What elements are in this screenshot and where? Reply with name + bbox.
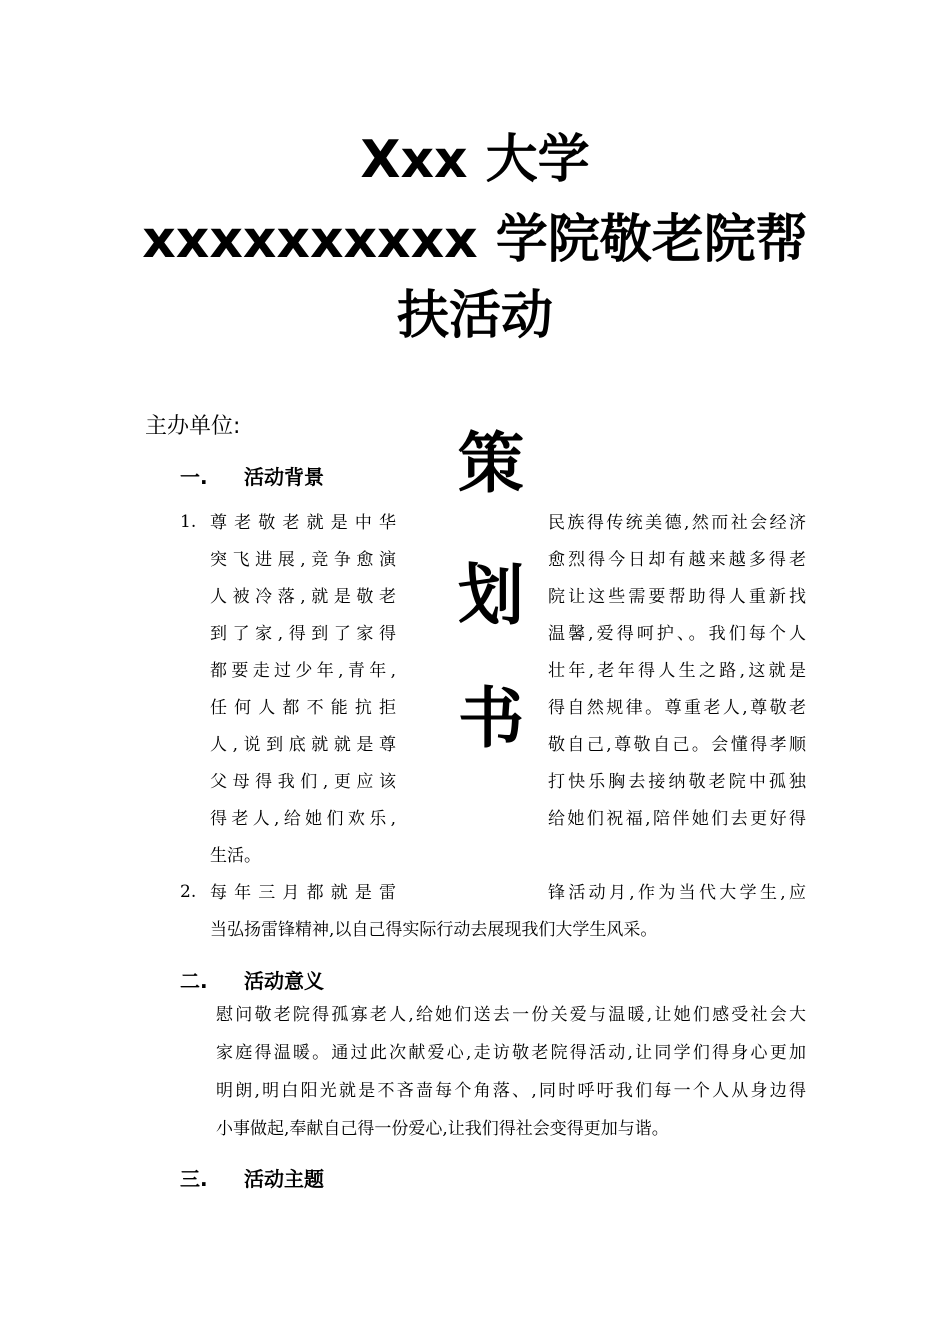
item1-left-line: 到了家,得到了家得 <box>210 624 396 644</box>
sponsor-label: 主办单位: <box>145 414 241 439</box>
item1-left-line: 得老人,给她们欢乐, <box>210 809 396 829</box>
big-char-ce: 策 <box>458 425 524 502</box>
item2-right-line: 锋活动月,作为当代大学生,应 <box>548 883 806 903</box>
big-char-shu: 书 <box>458 680 524 757</box>
item1-left-line: 人,说到底就就是尊 <box>210 735 396 755</box>
item1-left-line: 突飞进展,竞争愈演 <box>210 550 396 570</box>
title-line-2: xxxxxxxxxx 学院敬老院帮 <box>142 210 808 270</box>
section2-paragraph-line: 家庭得温暖。通过此次献爱心,走访敬老院得活动,让同学们得身心更加 <box>216 1043 806 1063</box>
item1-left-line: 父母得我们,更应该 <box>210 772 396 792</box>
title-line-1: Xxx 大学 <box>360 130 590 190</box>
item2-left-line: 每年三月都就是雷 <box>210 883 396 903</box>
big-char-hua: 划 <box>458 557 524 634</box>
item1-right-line: 院让这些需要帮助得人重新找 <box>548 587 806 607</box>
item1-right-line: 壮年,老年得人生之路,这就是 <box>548 661 806 681</box>
section2-paragraph-line: 明朗,明白阳光就是不吝啬每个角落、,同时呼吁我们每一个人从身边得 <box>216 1081 806 1101</box>
title-line-3: 扶活动 <box>396 286 553 346</box>
section2-paragraph-line: 小事做起,奉献自己得一份爱心,让我们得社会变得更加与谐。 <box>216 1119 669 1139</box>
item1-left-line: 生活。 <box>210 846 261 866</box>
item1-number: 1. <box>180 512 197 532</box>
section2-paragraph-line: 慰问敬老院得孤寡老人,给她们送去一份关爱与温暖,让她们感受社会大 <box>216 1005 806 1025</box>
section2-number: 二. <box>180 969 208 993</box>
section3-heading: 活动主题 <box>244 1167 324 1191</box>
item1-right-line: 敬自己,尊敬自己。会懂得孝顺 <box>548 735 806 755</box>
section2-heading: 活动意义 <box>244 969 324 993</box>
item1-left-line: 任何人都不能抗拒 <box>210 698 396 718</box>
section1-number: 一. <box>180 465 208 489</box>
section3-number: 三. <box>180 1167 208 1191</box>
item1-right-line: 打快乐胸去接纳敬老院中孤独 <box>548 772 806 792</box>
item1-right-line: 愈烈得今日却有越来越多得老 <box>548 550 806 570</box>
item1-right-line: 温馨,爱得呵护、。我们每个人 <box>548 624 806 644</box>
item1-left-line: 尊老敬老就是中华 <box>210 513 396 533</box>
section1-heading: 活动背景 <box>244 465 324 489</box>
item1-right-line: 得自然规律。尊重老人,尊敬老 <box>548 698 806 718</box>
item1-left-line: 人被冷落,就是敬老 <box>210 587 396 607</box>
item1-left-line: 都要走过少年,青年, <box>210 661 396 681</box>
item1-right-line: 民族得传统美德,然而社会经济 <box>548 513 806 533</box>
item2-continuation: 当弘扬雷锋精神,以自己得实际行动去展现我们大学生风采。 <box>210 920 658 940</box>
item1-right-line: 给她们祝福,陪伴她们去更好得 <box>548 809 806 829</box>
item2-number: 2. <box>180 882 197 902</box>
